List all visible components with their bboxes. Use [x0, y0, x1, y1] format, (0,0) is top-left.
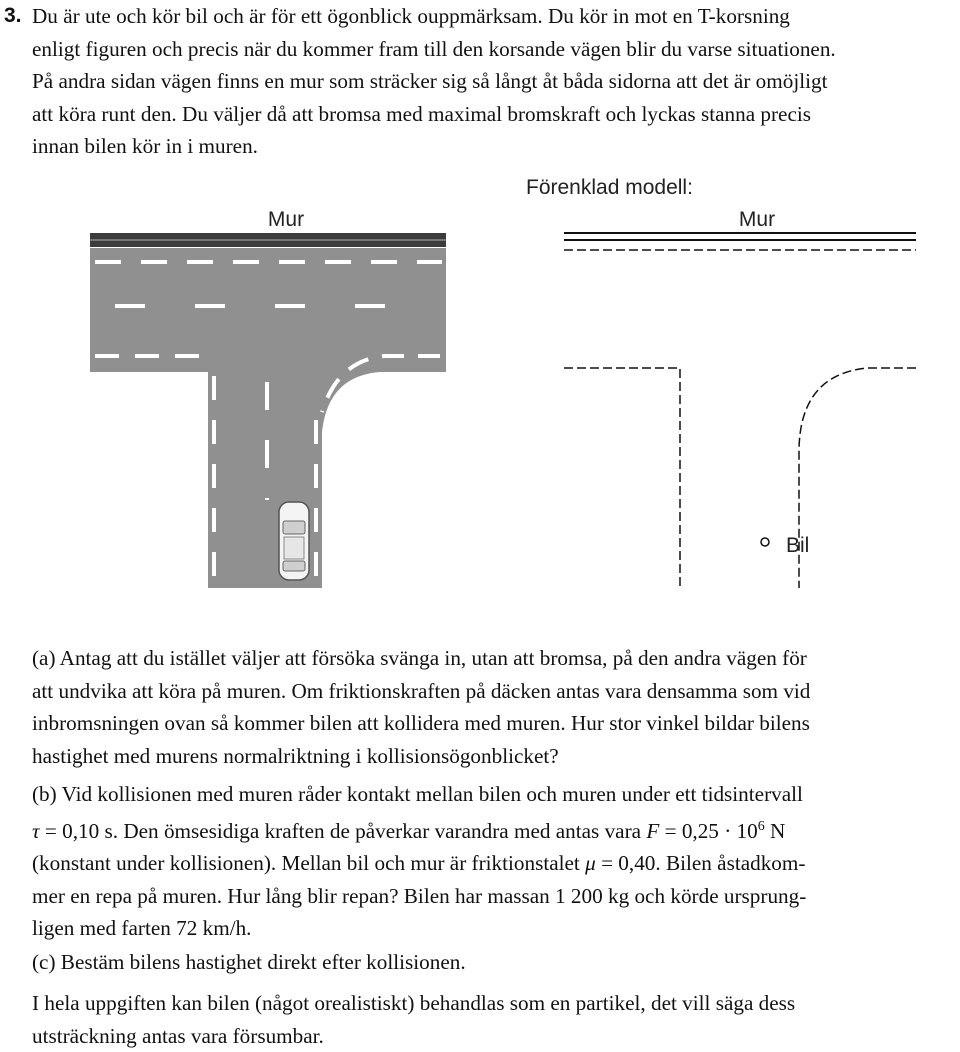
part-b-line — [32, 811, 956, 848]
intro-line: att köra runt den. Du väljer då att bromsa med maximal bromskraft och lyckas stanna precis — [32, 101, 811, 126]
problem-number: 3. — [4, 4, 22, 27]
tau-symbol: τ — [32, 818, 40, 843]
part-a-line: inbromsningen ovan så kommer bilen att kollidera med muren. Hur stor vinkel bildar bilens — [32, 711, 810, 735]
friction-text: (konstant under kollisionen). Mellan bil och mur är friktionstalet — [32, 851, 586, 876]
part-b-line: (b) Vid kollisionen med muren råder kontakt mellan bilen och muren under ett tidsintervall — [32, 782, 803, 806]
right-wall-label: Mur — [738, 208, 776, 231]
force-symbol: F — [646, 818, 660, 843]
car-point-icon — [761, 538, 769, 546]
figure-title: Förenklad modell: — [526, 176, 693, 199]
model-road-edge-right — [799, 368, 916, 588]
road-surface — [90, 248, 446, 588]
road-illustration — [90, 233, 446, 588]
left-wall-label: Mur — [267, 208, 305, 231]
intro-line: Du är ute och kör bil och är för ett ögonblick ouppmärksam. Du kör in mot en T-korsning — [32, 4, 790, 28]
mu-symbol: μ — [585, 851, 596, 876]
part-b-line: mer en repa på muren. Hur lång blir repan? Bilen har massan 1 200 kg och körde ursprung- — [32, 883, 807, 908]
force-exponent: 6 — [757, 818, 765, 834]
part-c — [32, 946, 956, 979]
simplified-model — [564, 233, 916, 588]
part-b-line — [32, 847, 956, 880]
intro-line: På andra sidan vägen finns en mur som sträcker sig så långt åt båda sidorna att det är omöjligt — [32, 69, 828, 93]
part-a-line: (a) Antag att du istället väljer att försöka svänga in, utan att bromsa, på den andra vägen för — [32, 646, 807, 670]
part-a — [32, 642, 956, 772]
part-b-line: ligen med farten 72 km/h. — [32, 916, 252, 941]
note-line: I hela uppgiften kan bilen (något orealistiskt) behandlas som en partikel, det vill säga dess — [32, 991, 796, 1015]
intro-line: enligt figuren och precis när du kommer fram till den korsande vägen blir du varse situationen. — [32, 36, 836, 61]
part-c-line: (c) Bestäm bilens hastighet direkt efter kollisionen. — [32, 950, 466, 974]
note — [32, 987, 956, 1052]
model-road-edge-left — [564, 368, 680, 588]
problem-intro — [32, 0, 956, 163]
t-junction-figure — [0, 160, 960, 600]
force-value: = 0,25 · 10 — [659, 818, 758, 843]
friction-value: = 0,40. Bilen åstadkom- — [595, 851, 806, 876]
tau-value: = 0,10 s. Den ömsesidiga kraften de påverkar varandra med antas vara — [39, 818, 647, 843]
note-line: utsträckning antas vara försumbar. — [32, 1023, 324, 1048]
force-unit: N — [764, 818, 786, 843]
part-b — [32, 778, 956, 945]
car-icon — [279, 502, 309, 580]
car-label: Bil — [786, 534, 810, 557]
part-a-line: hastighet med murens normalriktning i kollisionsögonblicket? — [32, 743, 559, 768]
part-a-line: att undvika att köra på muren. Om friktionskraften på däcken antas vara densamma som vid — [32, 678, 811, 703]
intro-line: innan bilen kör in i muren. — [32, 134, 258, 158]
